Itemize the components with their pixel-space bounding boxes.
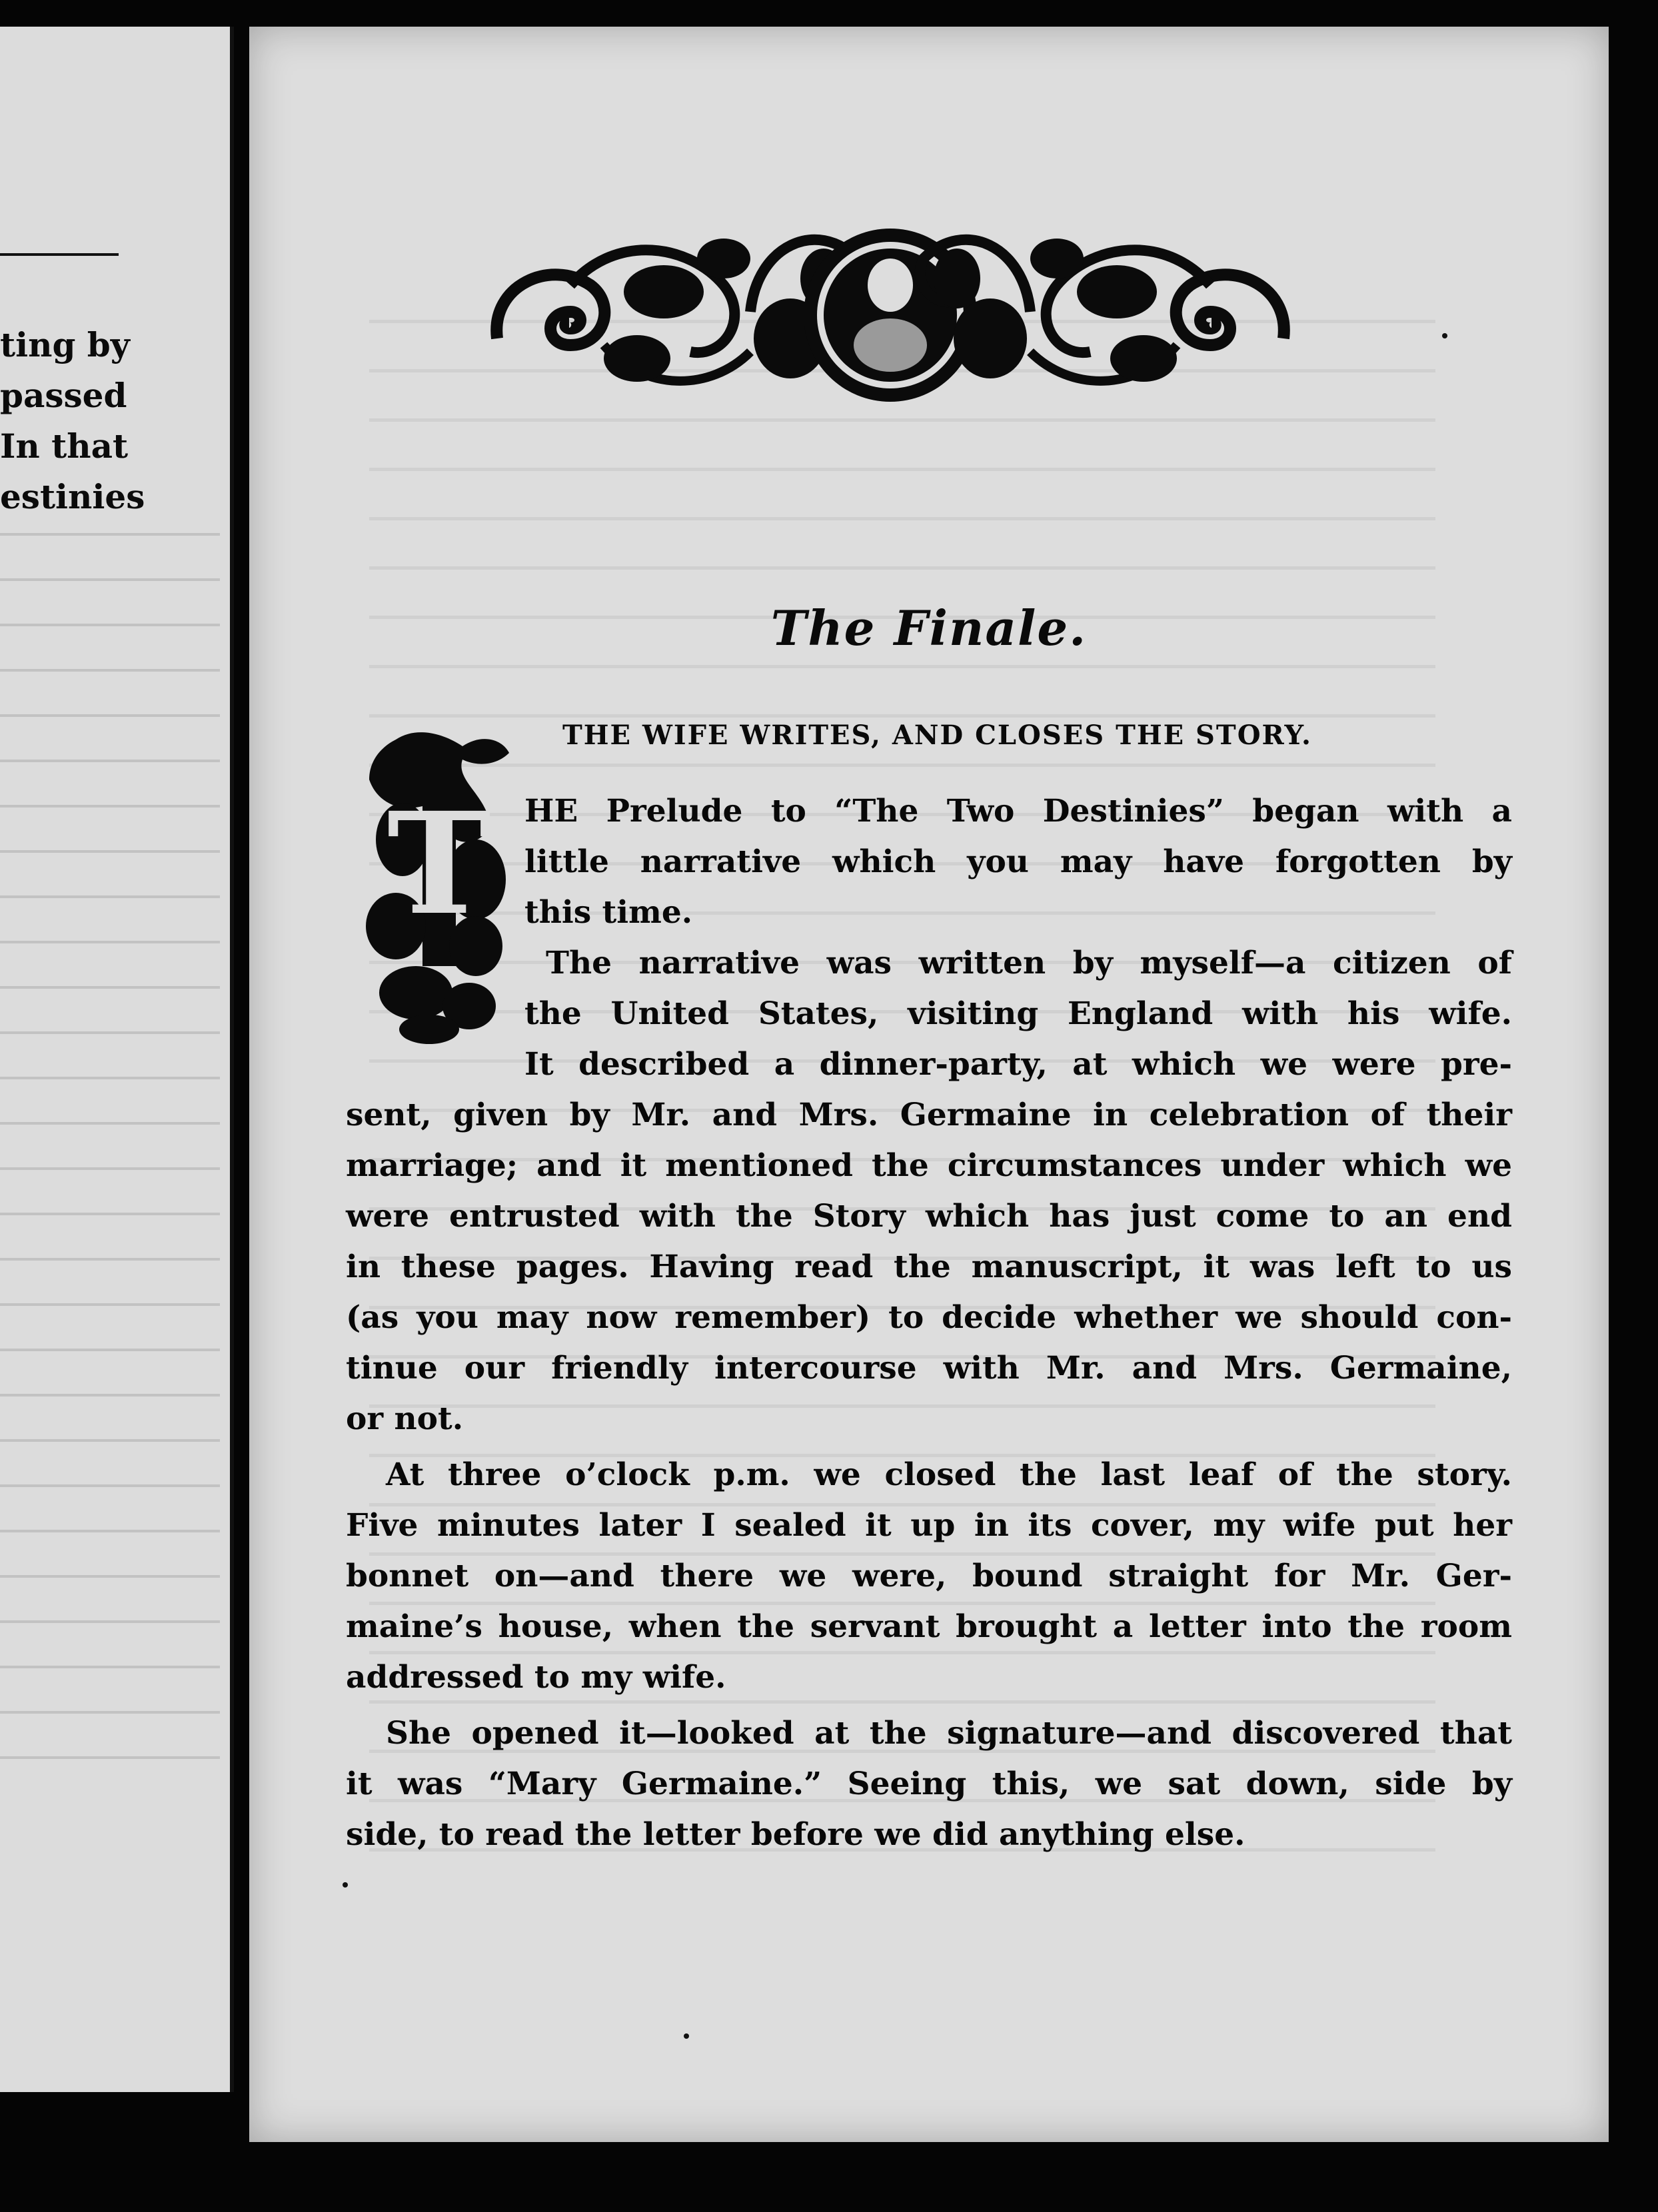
drop-cap-letter: T — [387, 782, 492, 946]
text-line: sent, given by Mr. and Mrs. Germaine in celebration of their — [346, 1097, 1512, 1133]
chapter-heading: THE WIFE WRITES, AND CLOSES THE STORY. — [562, 720, 1312, 751]
text-line: little narrative which you may have forgotten by — [524, 843, 1512, 880]
left-line: In that — [0, 426, 129, 466]
text-line: in these pages. Having read the manuscript, it was left to us — [346, 1249, 1512, 1285]
text-line: At three o’clock p.m. we closed the last leaf of the story. — [386, 1456, 1512, 1493]
text-line: tinue our friendly intercourse with Mr. and Mrs. Germaine, — [346, 1350, 1512, 1386]
text-line: She opened it—looked at the signature—and discovered that — [386, 1715, 1512, 1752]
text-line: marriage; and it mentioned the circumstances under which we — [346, 1147, 1512, 1184]
text-line: bonnet on—and there we were, bound straight for Mr. Ger- — [346, 1558, 1512, 1594]
text-line: addressed to my wife. — [346, 1659, 726, 1696]
text-line: HE Prelude to “The Two Destinies” began with a — [524, 793, 1512, 830]
text-line: were entrusted with the Story which has just come to an end — [346, 1198, 1512, 1235]
text-line: (as you may now remember) to decide whether we should con- — [346, 1299, 1512, 1336]
paragraph-1 — [346, 786, 1512, 938]
book-page — [249, 27, 1609, 2142]
ink-speck — [343, 1882, 348, 1888]
page-title — [249, 600, 1609, 656]
text-line: It described a dinner-party, at which we were pre- — [524, 1046, 1512, 1083]
left-page-rule — [0, 253, 119, 256]
paragraph-2 — [346, 938, 1512, 1444]
text-line: it was “Mary Germaine.” Seeing this, we sat down, side by — [346, 1766, 1512, 1802]
text-line: Five minutes later I sealed it up in its cover, my wife put her — [346, 1507, 1512, 1544]
left-page-faded-text — [0, 533, 220, 1799]
page-title-text: The Finale. — [770, 600, 1088, 656]
ink-speck — [684, 2033, 689, 2039]
ink-speck — [1442, 333, 1447, 338]
text-line: this time. — [524, 894, 693, 931]
body-text — [346, 786, 1512, 1860]
facing-page-left — [0, 27, 234, 2092]
text-line: side, to read the letter before we did anything else. — [346, 1816, 1245, 1853]
text-line: maine’s house, when the servant brought a letter into the room — [346, 1608, 1512, 1645]
text-line: the United States, visiting England with his wife. — [524, 995, 1512, 1032]
text-line: or not. — [346, 1400, 464, 1437]
paragraph-3 — [346, 1450, 1512, 1703]
paragraph-4 — [346, 1708, 1512, 1860]
left-line: estinies — [0, 477, 145, 516]
headpiece-ornament — [470, 205, 1310, 425]
text-line: The narrative was written by myself—a citizen of — [546, 945, 1512, 981]
left-page-text — [0, 320, 145, 522]
left-line: ting by — [0, 325, 130, 364]
left-line: passed — [0, 376, 127, 415]
